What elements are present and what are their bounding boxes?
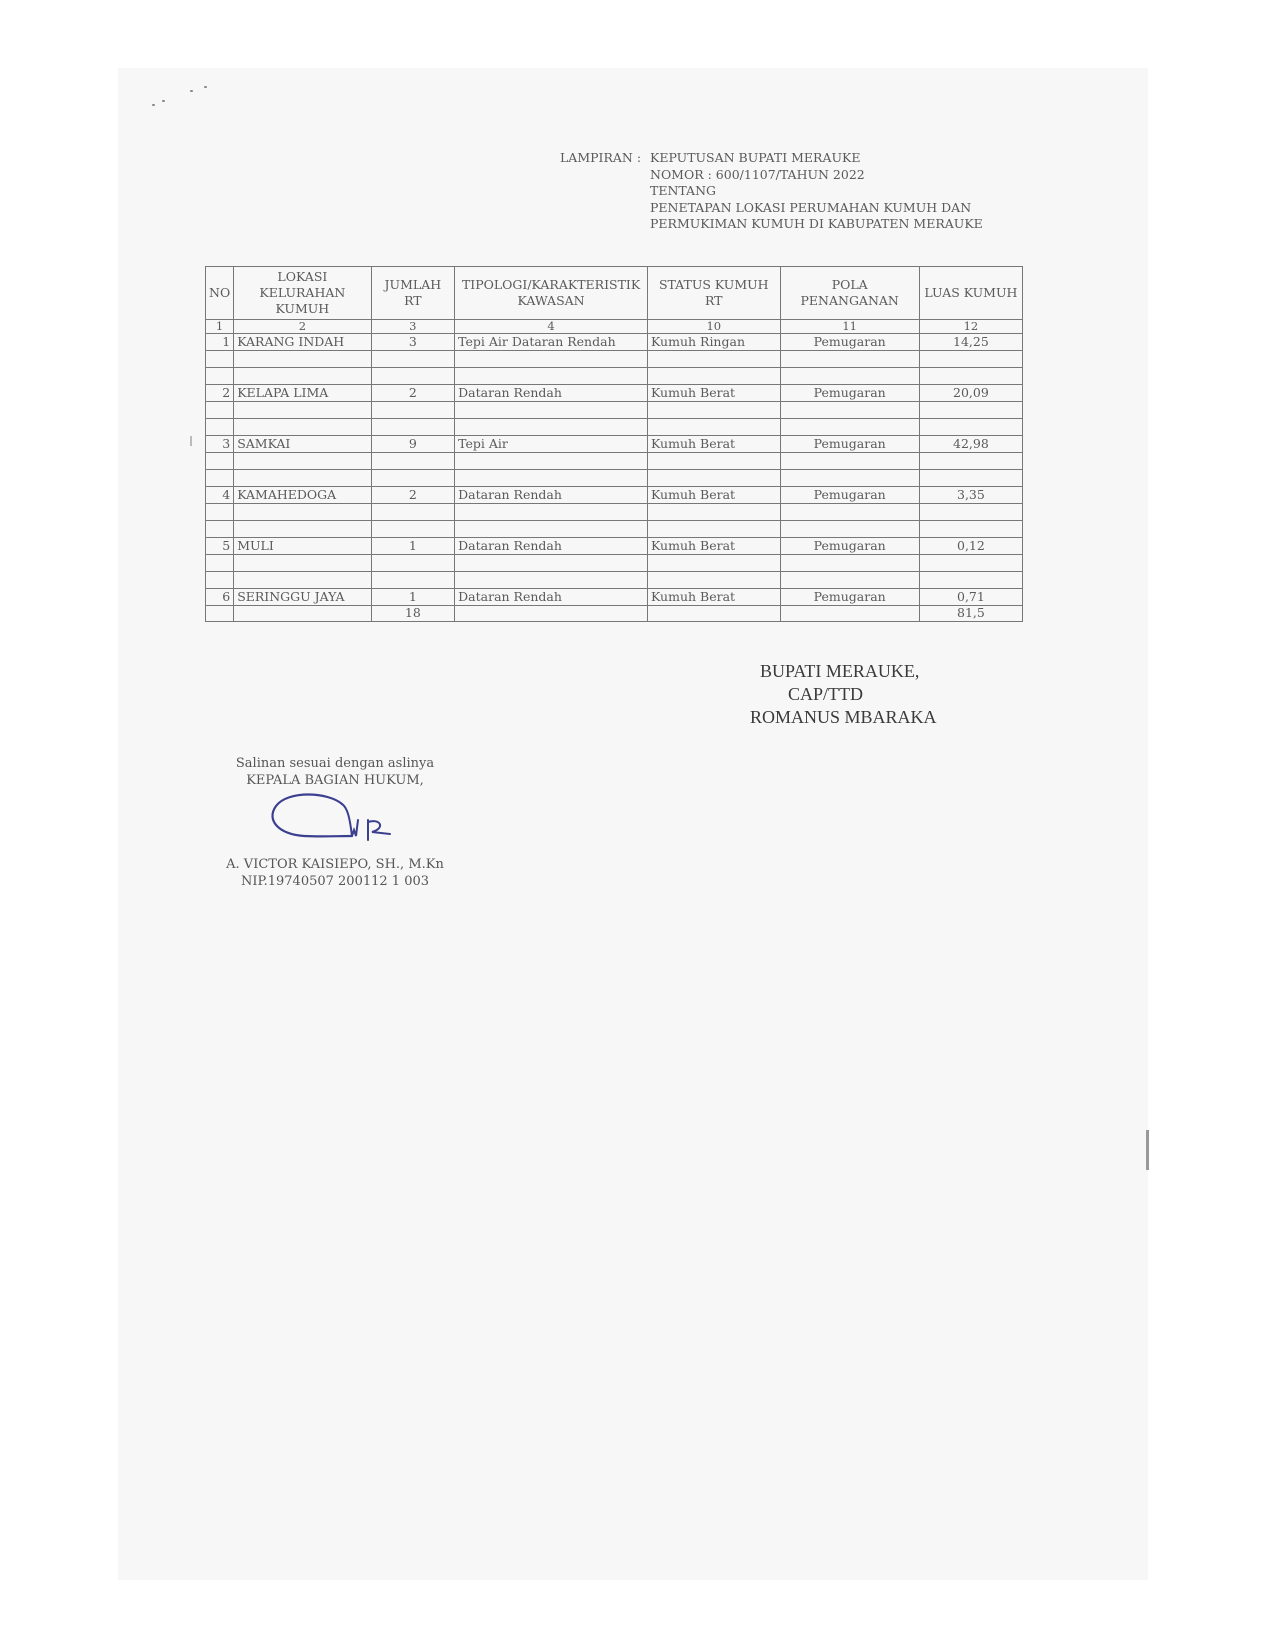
col-header-no: NO [206,267,234,320]
cell-pola: Pemugaran [780,589,919,606]
cell-pola: Pemugaran [780,334,919,351]
attachment-lines [650,150,983,233]
table-total-row [206,606,1023,622]
regent-title: BUPATI MERAUKE, [760,661,920,681]
cell-no: 2 [206,385,234,402]
header-line: KEPUTUSAN BUPATI MERAUKE [650,150,861,165]
header-line: PENETAPAN LOKASI PERUMAHAN KUMUH DAN [650,199,972,215]
cell-status: Kumuh Berat [647,385,780,402]
handwritten-signature [268,790,418,850]
cell-tipologi: Dataran Rendah [455,589,648,606]
regent-name: ROMANUS MBARAKA [750,707,937,727]
scan-speck [152,104,155,106]
attachment-header [560,150,983,233]
cell-pola: Pemugaran [780,538,919,555]
table-spacer-row [206,521,1023,538]
col-header-status: STATUS KUMUH RT [647,267,780,320]
cell-lokasi: KAMAHEDOGA [234,487,371,504]
index-cell: 11 [780,320,919,334]
cell-status: Kumuh Ringan [647,334,780,351]
cell-jumlah-rt: 2 [371,487,455,504]
cell-no: 3 [206,436,234,453]
table-spacer-row [206,453,1023,470]
cell-jumlah-rt: 3 [371,334,455,351]
col-header-jumlah-rt: JUMLAH RT [371,267,455,320]
index-cell: 2 [234,320,371,334]
table-spacer-row [206,504,1023,521]
scan-speck [204,86,207,88]
column-index-row [206,320,1023,334]
cell-no: 1 [206,334,234,351]
cell-tipologi: Dataran Rendah [455,538,648,555]
cell-no: 5 [206,538,234,555]
table-row [206,334,1023,351]
scan-speck [190,90,193,92]
index-cell: 12 [919,320,1022,334]
certification-line: Salinan sesuai dengan aslinya [235,756,435,771]
cell-lokasi: KELAPA LIMA [234,385,371,402]
table-header-row [206,267,1023,320]
cell-jumlah-rt: 1 [371,589,455,606]
table-spacer-row [206,368,1023,385]
cell-status: Kumuh Berat [647,436,780,453]
col-header-pola: POLA PENANGANAN [780,267,919,320]
table-spacer-row [206,470,1023,487]
cell-luas: 3,35 [919,487,1022,504]
header-line: NOMOR : 600/1107/TAHUN 2022 [650,166,865,182]
cell-luas: 42,98 [919,436,1022,453]
cell-pola: Pemugaran [780,487,919,504]
certification-title: KEPALA BAGIAN HUKUM, [246,772,424,788]
table-row [206,385,1023,402]
cell-tipologi: Dataran Rendah [455,385,648,402]
cell-lokasi: MULI [234,538,371,555]
cell-tipologi: Dataran Rendah [455,487,648,504]
cell-lokasi: SAMKAI [234,436,371,453]
index-cell: 1 [206,320,234,334]
cell-luas: 0,12 [919,538,1022,555]
total-jumlah-rt: 18 [371,606,455,622]
attachment-label: LAMPIRAN : [560,150,642,165]
table-spacer-row [206,351,1023,368]
scan-speck [162,100,165,102]
official-nip: NIP.19740507 200112 1 003 [240,874,430,889]
table-spacer-row [206,419,1023,436]
copy-certification-block [200,756,470,789]
cell-luas: 14,25 [919,334,1022,351]
slum-location-table [205,266,1023,622]
regent-cap: CAP/TTD [788,684,864,704]
total-luas: 81,5 [919,606,1022,622]
scan-mark [1146,1130,1149,1170]
header-line: PERMUKIMAN KUMUH DI KABUPATEN MERAUKE [650,216,983,231]
cell-no: 6 [206,589,234,606]
table-row [206,436,1023,453]
cell-luas: 20,09 [919,385,1022,402]
col-header-lokasi: LOKASI KELURAHAN KUMUH [234,267,371,320]
cell-lokasi: KARANG INDAH [234,334,371,351]
cell-luas: 0,71 [919,589,1022,606]
regent-signature-block [750,660,937,729]
table-row [206,589,1023,606]
cell-jumlah-rt: 9 [371,436,455,453]
official-identity [200,856,470,890]
table-row [206,538,1023,555]
table-spacer-row [206,402,1023,419]
scan-mark [190,436,192,446]
header-line: TENTANG [650,183,717,198]
official-name: A. VICTOR KAISIEPO, SH., M.Kn [226,857,444,872]
cell-no: 4 [206,487,234,504]
table-row [206,487,1023,504]
col-header-tipologi: TIPOLOGI/KARAKTERISTIK KAWASAN [455,267,648,320]
index-cell: 10 [647,320,780,334]
index-cell: 3 [371,320,455,334]
cell-status: Kumuh Berat [647,538,780,555]
cell-status: Kumuh Berat [647,487,780,504]
cell-jumlah-rt: 1 [371,538,455,555]
index-cell: 4 [455,320,648,334]
cell-pola: Pemugaran [780,436,919,453]
cell-lokasi: SERINGGU JAYA [234,589,371,606]
cell-jumlah-rt: 2 [371,385,455,402]
table-spacer-row [206,572,1023,589]
cell-tipologi: Tepi Air Dataran Rendah [455,334,648,351]
table-spacer-row [206,555,1023,572]
cell-tipologi: Tepi Air [455,436,648,453]
cell-pola: Pemugaran [780,385,919,402]
cell-status: Kumuh Berat [647,589,780,606]
col-header-luas: LUAS KUMUH [919,267,1022,320]
